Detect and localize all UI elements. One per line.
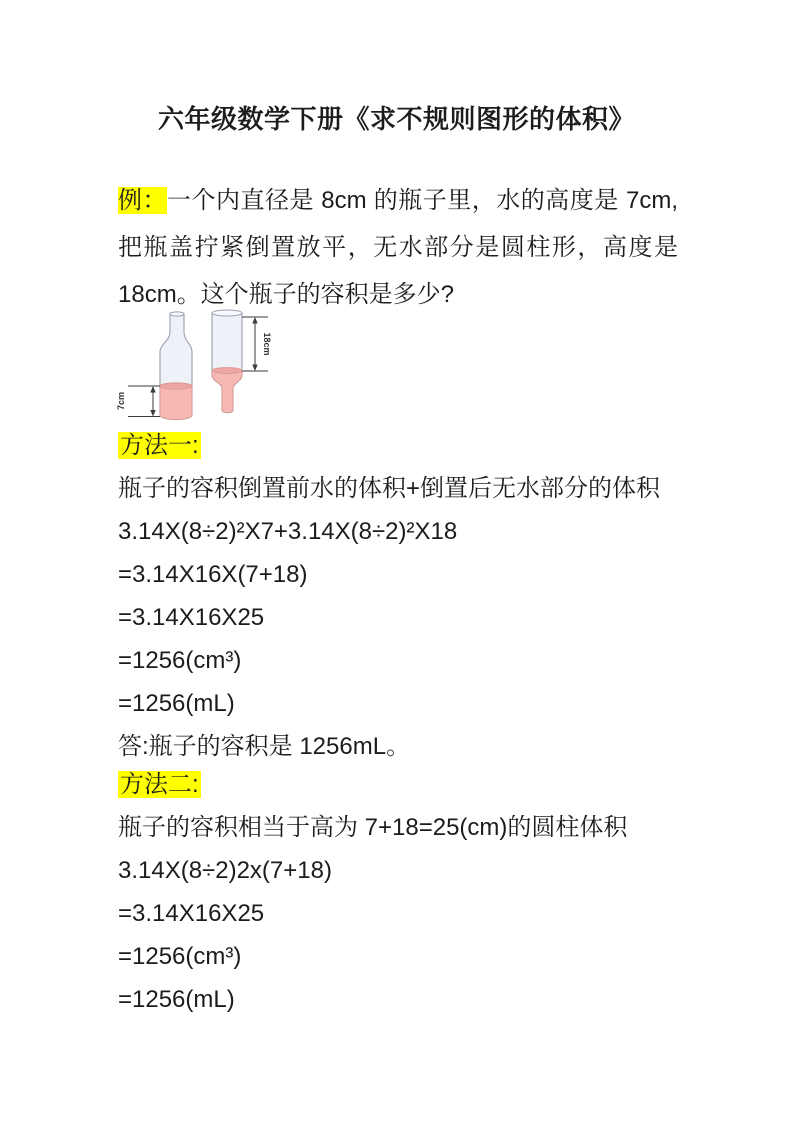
upright-water-surface bbox=[160, 383, 192, 389]
left-dim-label: 7cm bbox=[116, 391, 126, 411]
method2-line: 瓶子的容积相当于高为 7+18=25(cm)的圆柱体积 bbox=[118, 814, 628, 841]
bottle-figure bbox=[115, 306, 315, 436]
method2-section bbox=[118, 763, 688, 1021]
bottle-diagram bbox=[115, 306, 315, 436]
upright-bottle-water bbox=[160, 386, 192, 420]
inverted-bottle-water bbox=[212, 371, 242, 413]
method1-line: 瓶子的容积倒置前水的体积+倒置后无水部分的体积 bbox=[118, 475, 661, 502]
method1-line: 3.14X(8÷2)²X7+3.14X(8÷2)²X18 bbox=[118, 518, 458, 545]
page-title: 六年级数学下册《求不规则图形的体积》 bbox=[157, 104, 635, 134]
method1-line: =1256(cm³) bbox=[118, 647, 242, 674]
example-text: 一个内直径是 8cm 的瓶子里，水的高度是 7cm,把瓶盖拧紧倒置放平，无水部分是圆柱形，高度是 18cm。这个瓶子的容积是多少? bbox=[118, 187, 678, 308]
method2-line: =3.14X16X25 bbox=[118, 900, 265, 927]
method1-line: =1256(mL) bbox=[118, 690, 235, 717]
method2-line: =1256(mL) bbox=[118, 986, 235, 1013]
example-paragraph bbox=[118, 177, 678, 318]
method2-line: =1256(cm³) bbox=[118, 943, 242, 970]
method1-answer-line: 答:瓶子的容积是 1256mL。 bbox=[118, 733, 411, 760]
upright-bottle-opening bbox=[170, 312, 184, 316]
method1-line: =3.14X16X(7+18) bbox=[118, 561, 308, 588]
method2-heading: 方法二: bbox=[120, 771, 199, 798]
method1-section bbox=[118, 424, 688, 768]
left-dimension bbox=[128, 386, 160, 417]
right-dim-arrow-up bbox=[252, 317, 257, 324]
method1-line: =3.14X16X25 bbox=[118, 604, 265, 631]
left-dim-arrow-up bbox=[150, 386, 155, 393]
method1-heading: 方法一: bbox=[120, 432, 199, 459]
method2-heading-line bbox=[118, 763, 688, 806]
inverted-water-surface bbox=[212, 368, 242, 374]
left-dim-arrow-down bbox=[150, 410, 155, 417]
right-dim-arrow-down bbox=[252, 365, 257, 372]
example-label: 例： bbox=[118, 187, 168, 214]
method2-line: 3.14X(8÷2)2x(7+18) bbox=[118, 857, 332, 884]
method1-heading-line bbox=[118, 424, 688, 467]
right-dim-label: 18cm bbox=[262, 332, 272, 356]
inverted-bottle-opening bbox=[212, 310, 242, 316]
